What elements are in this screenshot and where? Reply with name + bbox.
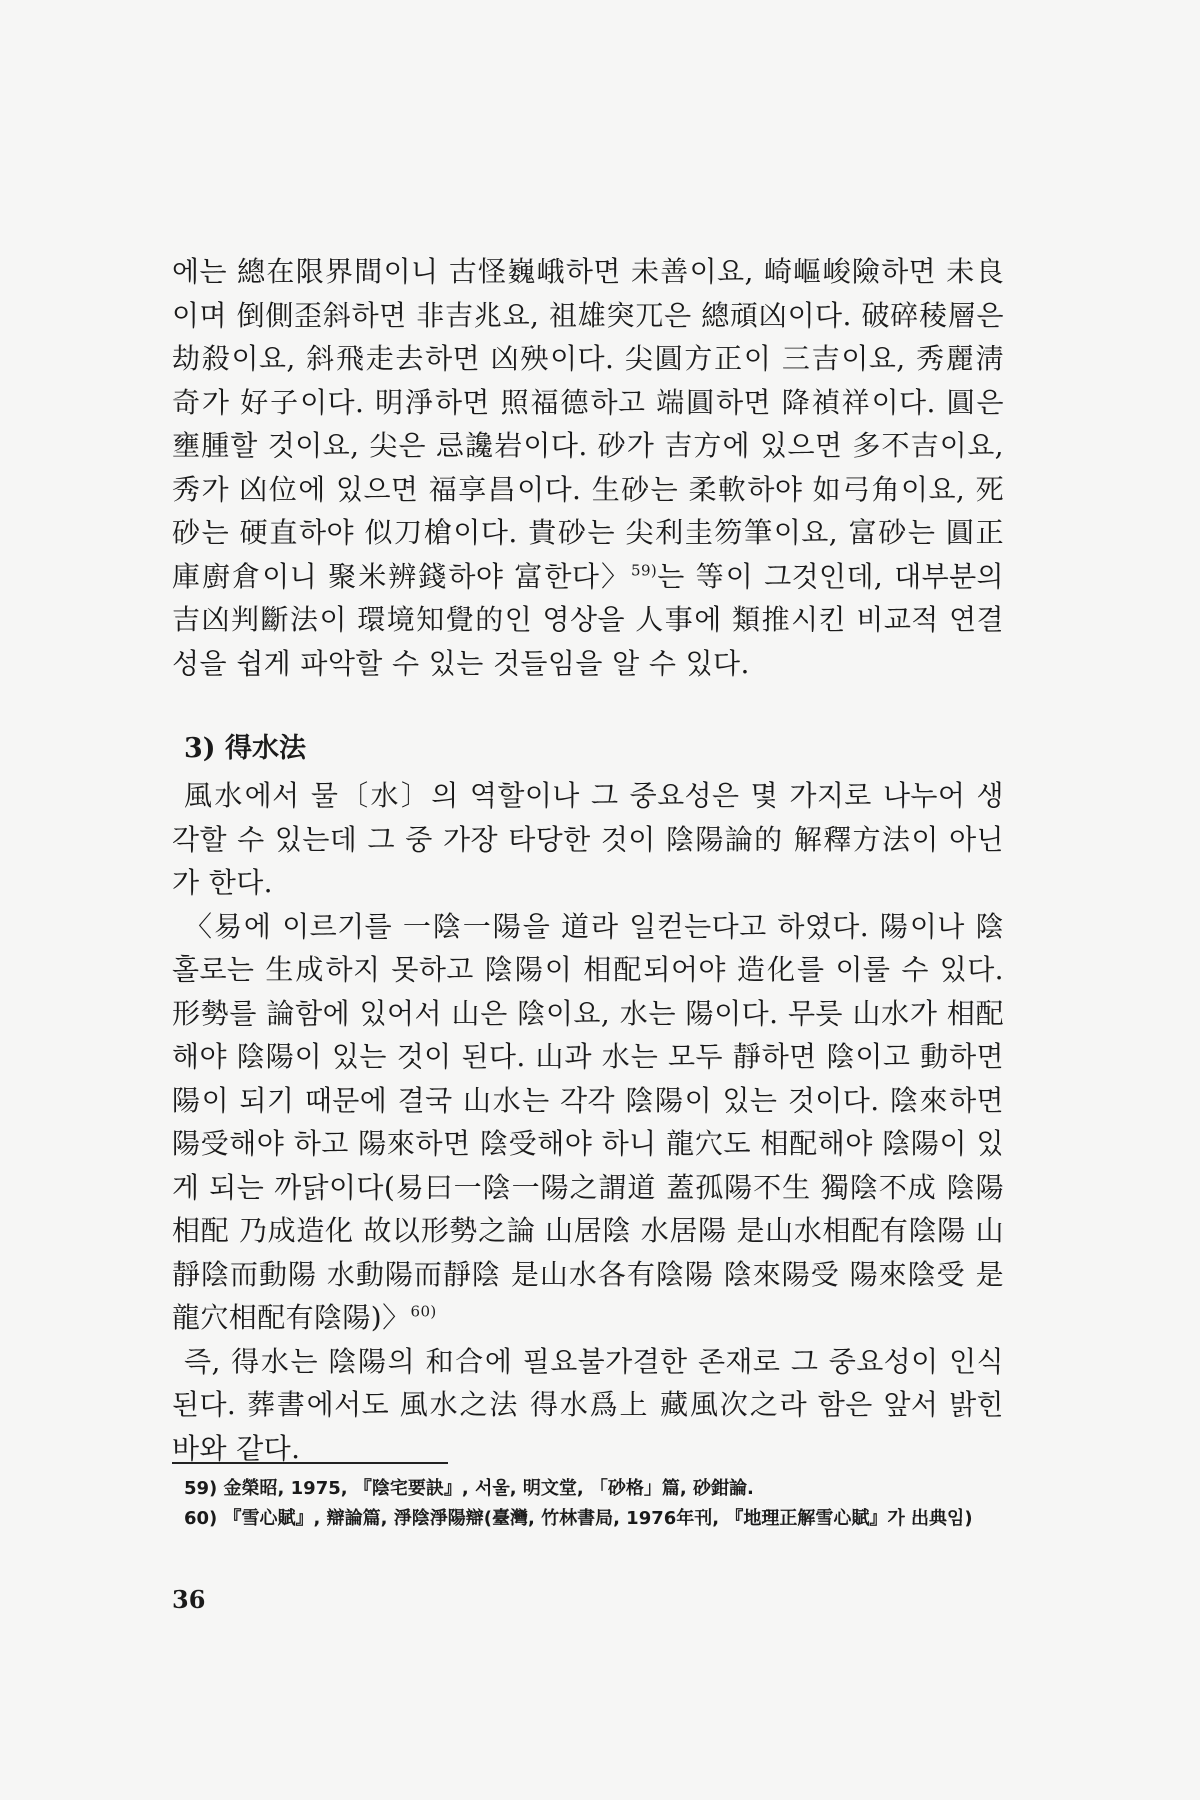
paragraph-text-continued: 는 等이 그것인데, 대부분의 吉凶判斷法이 環境知覺的인 영상을 人事에 類推시킨 비교적 연결성을 쉽게 파악할 수 있는 것들임을 알 수 있다. [172, 559, 1004, 680]
paragraph-text: 에는 總在限界間이니 古怪巍峨하면 未善이요, 崎嶇峻險하면 未良이며 倒側歪斜하면 非吉兆요, 祖雄突兀은 總頑凶이다. 破碎稜層은 劫殺이요, 斜飛走去하면 凶殃이다. 尖圓方正이 三吉이요, 秀麗淸奇가 好子이다. 明淨하면 照福德하고 端圓하면 降禎祥이다. 圓은 壅腫할 것이요, 尖은 忌讒岩이다. 砂가 吉方에 있으면 多不吉이요, 秀가 凶位에 있으면 福享昌이다. 生砂는 柔軟하야 如弓角이요, 死砂는 硬直하야 似刀槍이다. 貴砂는 尖利圭笏筆이요, 富砂는 圓正庫廚倉이니 聚米辨錢하야 富한다〉 [172, 255, 1004, 593]
footnote-divider [172, 1462, 448, 1464]
body-text [172, 250, 1004, 1470]
paragraph-yin-yang-quote [172, 905, 1004, 1340]
footnote-ref-60: 60) [410, 1302, 437, 1321]
section-heading-得水法: 3) 得水法 [184, 733, 306, 764]
footnotes [184, 1474, 1004, 1534]
paragraph-water-role: 風水에서 물〔水〕의 역할이나 그 중요성은 몇 가지로 나누어 생각할 수 있는데 그 중 가장 타당한 것이 陰陽論的 解釋方法이 아닌가 한다. [172, 779, 1004, 899]
footnote-60: 60) 『雪心賦』, 辯論篇, 淨陰淨陽辯(臺灣, 竹林書局, 1976年刊, 『地理正解雪心賦』가 出典임) [184, 1508, 973, 1529]
paragraph-conclusion: 즉, 得水는 陰陽의 和合에 필요불가결한 존재로 그 중요성이 인식된다. 葬書에서도 風水之法 得水爲上 藏風次之라 함은 앞서 밝힌 바와 같다. [172, 1344, 1004, 1465]
footnote-59: 59) 金榮昭, 1975, 『陰宅要訣』, 서울, 明文堂, 「砂格」篇, 砂鉗論. [184, 1478, 754, 1499]
paragraph-砂-judgments [172, 250, 1004, 685]
page-number: 36 [172, 1585, 206, 1614]
quote-text: 〈易에 이르기를 一陰一陽을 道라 일컫는다고 하였다. 陽이나 陰 홀로는 生成하지 못하고 陰陽이 相配되어야 造化를 이룰 수 있다. 形勢를 論함에 있어서 山은 陰이요, 水는 陽이다. 무릇 山水가 相配해야 陰陽이 있는 것이 된다. 山과 水는 모두 靜하면 陰이고 動하면 陽이 되기 때문에 결국 山水는 각각 陰陽이 있는 것이다. 陰來하면 陽受해야 하고 陽來하면 陰受해야 하니 龍穴도 相配해야 陰陽이 있게 되는 까닭이다(易曰一陰一陽之謂道 蓋孤陽不生 獨陰不成 陰陽相配 乃成造化 故以形勢之論 山居陰 水居陽 是山水相配有陰陽 山靜陰而動陽 水動陽而靜陰 是山水各有陰陽 陰來陽受 陽來陰受 是龍穴相配有陰陽)〉 [172, 909, 1004, 1334]
footnote-ref-59: 59) [631, 561, 658, 580]
